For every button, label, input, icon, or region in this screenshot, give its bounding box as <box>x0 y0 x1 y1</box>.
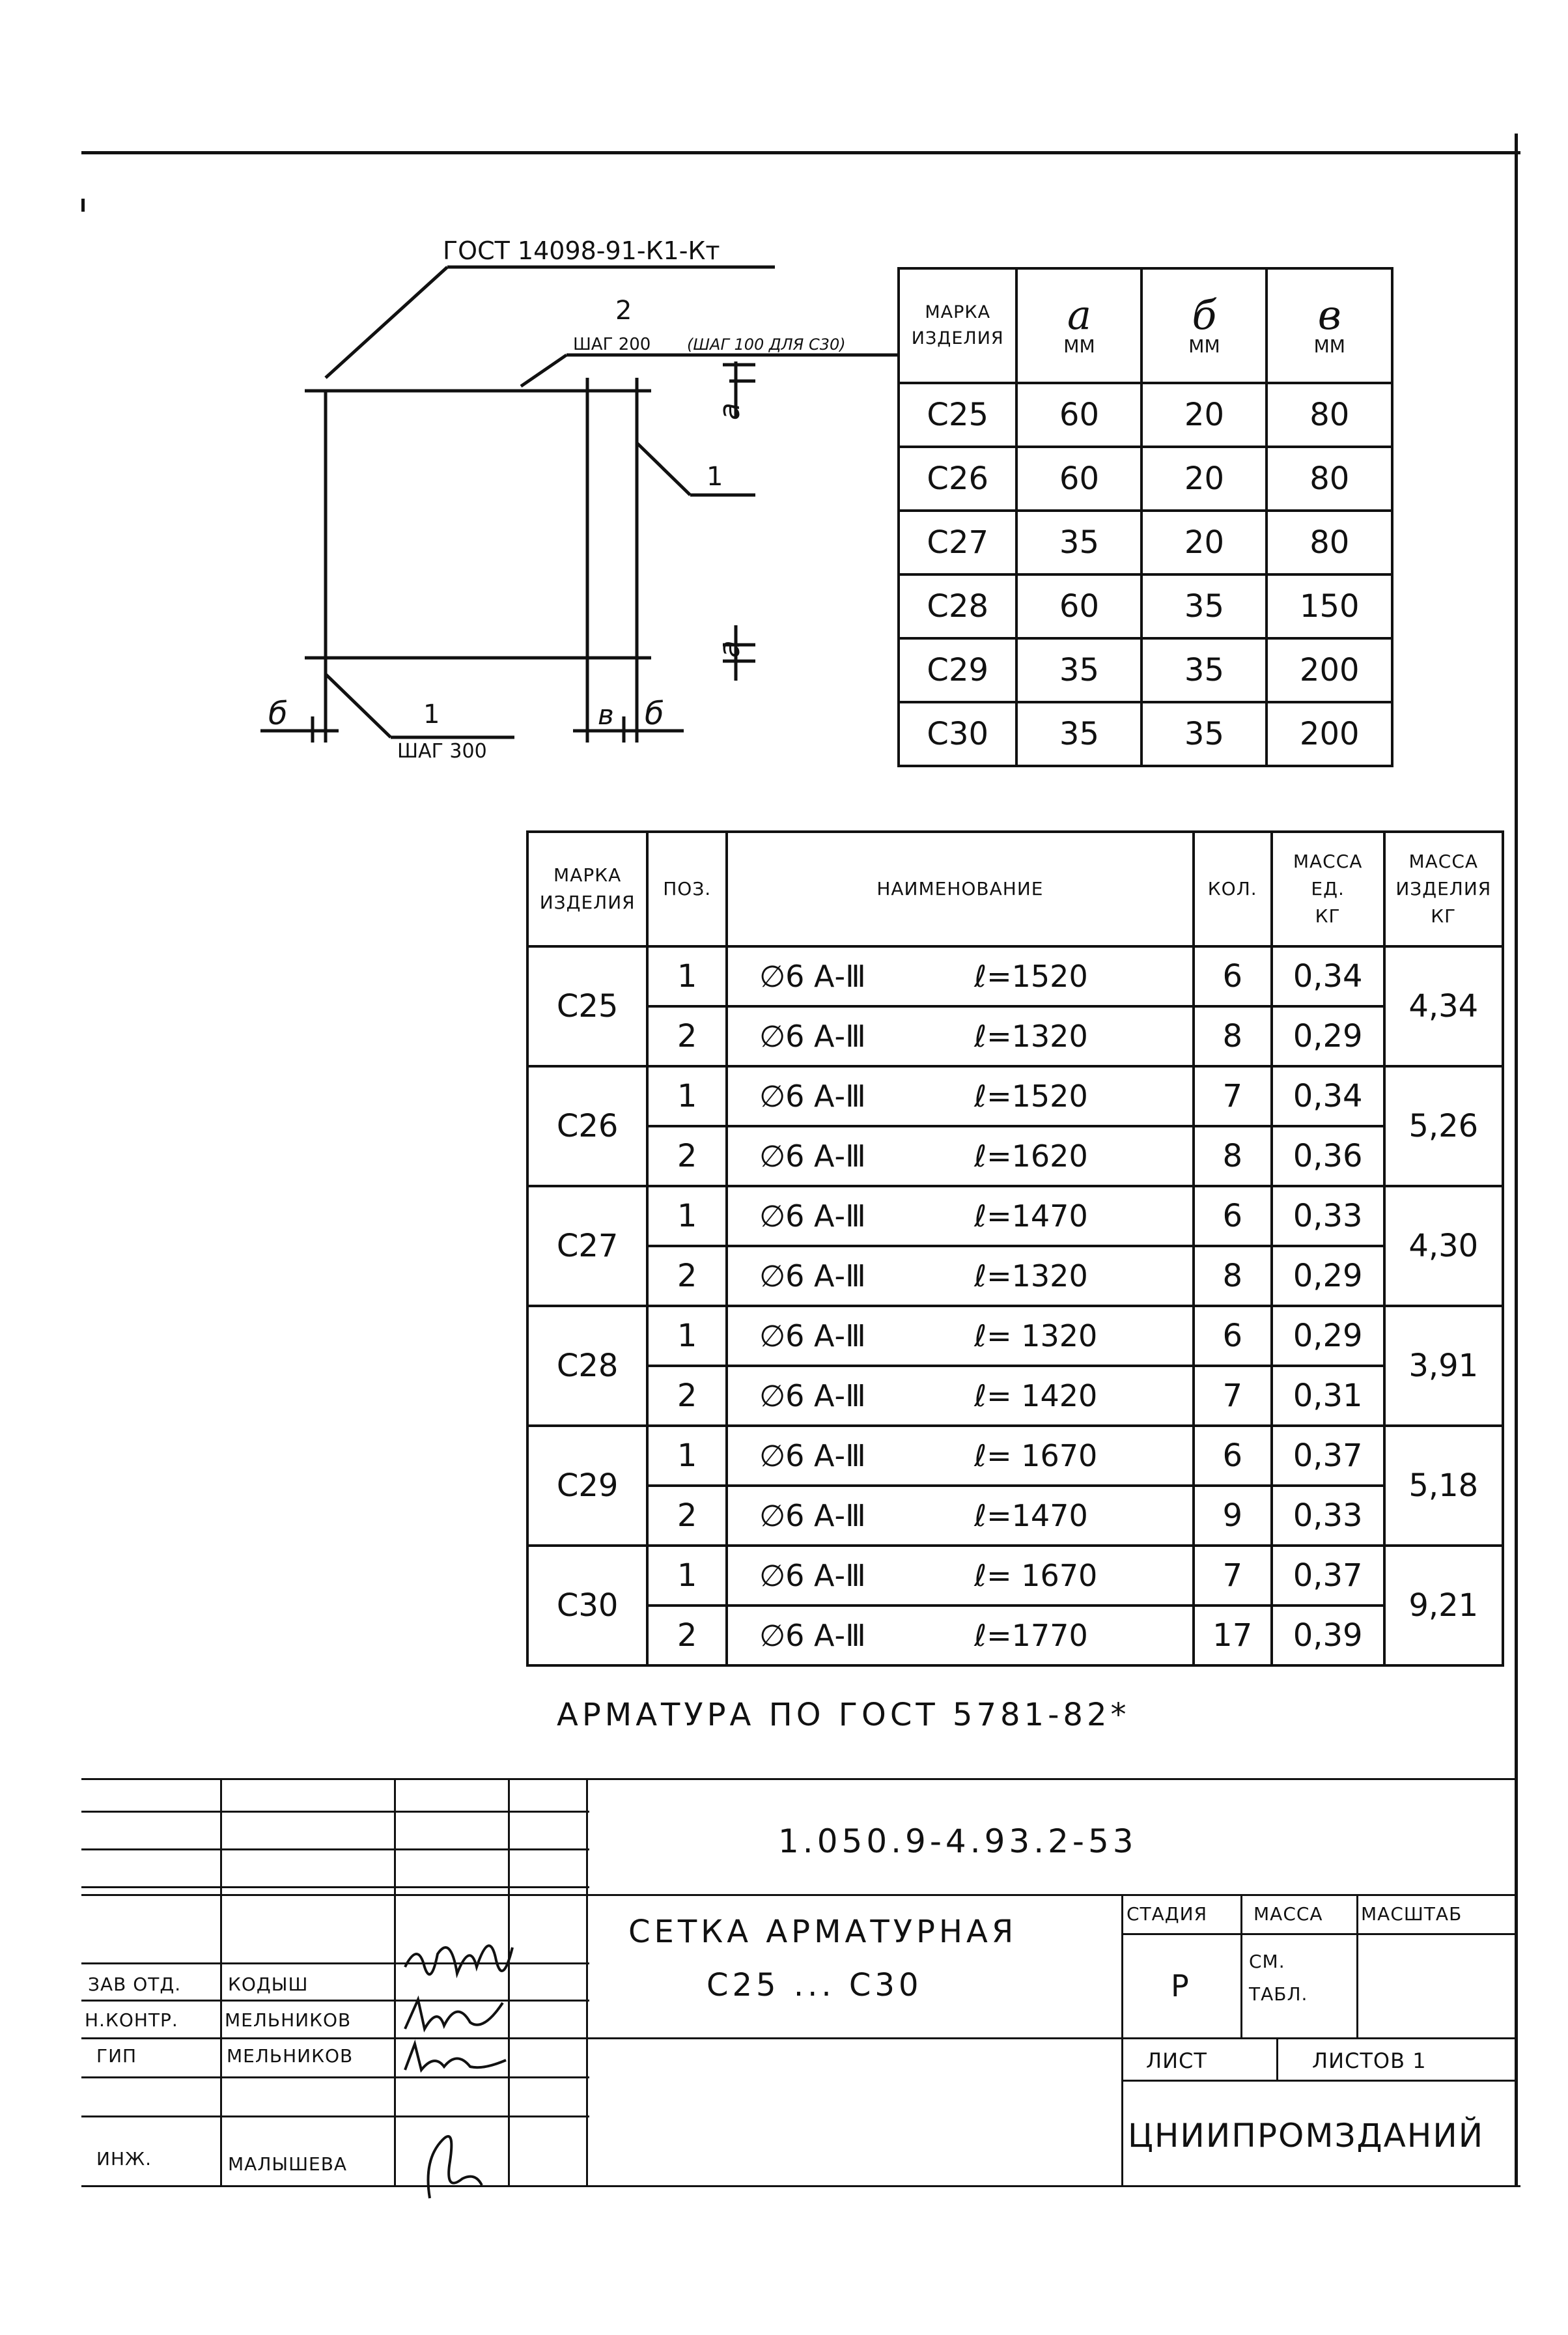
sheet-label: ЛИСТ <box>1146 2048 1207 2073</box>
specification-table <box>526 830 1504 1667</box>
staff-role-2: ГИП <box>96 2045 137 2067</box>
spec-row <box>527 1306 1503 1366</box>
spec-cell-qty: 6 <box>1194 946 1272 1006</box>
spec-bar-length: ℓ=1520 <box>974 1079 1088 1114</box>
dims-cell-b: 20 <box>1141 447 1267 511</box>
spec-cell-qty: 17 <box>1194 1606 1272 1665</box>
spec-row <box>527 1426 1503 1486</box>
staff-role-0: ЗАВ ОТД. <box>88 1974 182 1995</box>
dims-cell-b: 20 <box>1141 383 1267 447</box>
spec-bar-length: ℓ=1320 <box>974 1019 1088 1054</box>
spec-row <box>527 1066 1503 1126</box>
spec-bar-length: ℓ=1470 <box>974 1198 1088 1234</box>
spec-cell-mark: С26 <box>527 1066 647 1186</box>
mesh-drawing <box>228 221 899 782</box>
bar1-bottom-label: 1 <box>423 700 440 729</box>
spec-cell-unit-mass: 0,37 <box>1272 1426 1384 1486</box>
spec-bar-length: ℓ=1320 <box>974 1258 1088 1294</box>
dims-cell-v: 80 <box>1267 447 1392 511</box>
dimensions-table <box>897 267 1393 767</box>
spec-cell-qty: 7 <box>1194 1546 1272 1606</box>
dim-a-top: а <box>713 403 746 420</box>
spec-cell-pos: 1 <box>647 1066 727 1126</box>
spec-cell-pos: 2 <box>647 1366 727 1426</box>
spec-bar-length: ℓ= 1670 <box>974 1438 1098 1473</box>
spec-cell-unit-mass: 0,33 <box>1272 1486 1384 1546</box>
dims-header-b: б ММ <box>1141 268 1267 383</box>
staff-name-2: МЕЛЬНИКОВ <box>227 2045 354 2067</box>
dims-cell-v: 200 <box>1267 638 1392 702</box>
spec-cell-unit-mass: 0,29 <box>1272 1006 1384 1066</box>
spec-cell-name <box>727 1186 1194 1246</box>
spec-cell-unit-mass: 0,33 <box>1272 1186 1384 1246</box>
spec-bar-diameter: ∅6 А-Ⅲ <box>759 1079 866 1114</box>
spec-cell-name <box>727 1306 1194 1366</box>
spec-cell-qty: 6 <box>1194 1306 1272 1366</box>
dims-row <box>899 383 1392 447</box>
dims-header-a: а ММ <box>1016 268 1141 383</box>
mass-value-line1: СМ. <box>1249 1951 1285 1972</box>
dim-b-left: б <box>268 696 288 732</box>
spec-bar-diameter: ∅6 А-Ⅲ <box>759 1618 866 1653</box>
signature-1 <box>399 1993 509 2039</box>
dims-cell-mark: С28 <box>899 574 1016 638</box>
spec-bar-length: ℓ= 1670 <box>974 1558 1098 1593</box>
spec-cell-pos: 1 <box>647 1546 727 1606</box>
spec-row <box>527 1606 1503 1665</box>
frame-right <box>1515 134 1518 2185</box>
spec-cell-name <box>727 1126 1194 1186</box>
dim-b-right: б <box>645 696 664 732</box>
staff-name-3: МАЛЫШЕВА <box>228 2153 348 2175</box>
spec-cell-qty: 8 <box>1194 1006 1272 1066</box>
spec-cell-unit-mass: 0,29 <box>1272 1246 1384 1306</box>
spec-cell-unit-mass: 0,39 <box>1272 1606 1384 1665</box>
spec-cell-qty: 8 <box>1194 1246 1272 1306</box>
gost-label: ГОСТ 14098-91-К1-Кт <box>443 236 720 265</box>
frame-top <box>81 151 1520 154</box>
spec-bar-diameter: ∅6 А-Ⅲ <box>759 1198 866 1234</box>
spec-cell-pos: 1 <box>647 1186 727 1246</box>
bar1-step: ШАГ 300 <box>397 740 487 763</box>
dims-cell-a: 60 <box>1016 574 1141 638</box>
staff-role-3: ИНЖ. <box>96 2148 152 2170</box>
spec-cell-mark: С25 <box>527 946 647 1066</box>
dims-row <box>899 702 1392 766</box>
document-title-line1: СЕТКА АРМАТУРНАЯ <box>628 1914 1018 1950</box>
spec-row <box>527 1006 1503 1066</box>
dims-cell-a: 60 <box>1016 383 1141 447</box>
spec-cell-name <box>727 1246 1194 1306</box>
spec-bar-length: ℓ=1620 <box>974 1139 1088 1174</box>
document-code: 1.050.9-4.93.2-53 <box>778 1822 1138 1860</box>
spec-bar-diameter: ∅6 А-Ⅲ <box>759 1318 866 1353</box>
dims-cell-mark: С25 <box>899 383 1016 447</box>
spec-bar-length: ℓ=1470 <box>974 1498 1088 1533</box>
spec-cell-mark: С29 <box>527 1426 647 1546</box>
bar1-right-label: 1 <box>707 462 723 492</box>
spec-bar-length: ℓ=1520 <box>974 959 1088 994</box>
dims-cell-mark: С29 <box>899 638 1016 702</box>
spec-row <box>527 1186 1503 1246</box>
dims-cell-a: 35 <box>1016 702 1141 766</box>
dims-cell-v: 80 <box>1267 511 1392 574</box>
spec-row <box>527 1246 1503 1306</box>
spec-cell-pos: 2 <box>647 1606 727 1665</box>
organization-name: ЦНИИПРОМЗДАНИЙ <box>1128 2117 1485 2155</box>
mass-value-line2: ТАБЛ. <box>1249 1983 1308 2005</box>
spec-cell-qty: 6 <box>1194 1426 1272 1486</box>
stage-value: Р <box>1171 1968 1193 2003</box>
spec-header-qty: КОЛ. <box>1194 832 1272 946</box>
spec-cell-qty: 8 <box>1194 1126 1272 1186</box>
spec-cell-name <box>727 1606 1194 1665</box>
spec-cell-pos: 2 <box>647 1486 727 1546</box>
spec-cell-mark: С30 <box>527 1546 647 1665</box>
dims-cell-a: 60 <box>1016 447 1141 511</box>
spec-row <box>527 1486 1503 1546</box>
spec-cell-name <box>727 1366 1194 1426</box>
spec-cell-unit-mass: 0,34 <box>1272 946 1384 1006</box>
document-title-line2: С25 ... С30 <box>707 1967 923 2003</box>
spec-header-item-mass: МАССА ИЗДЕЛИЯ КГ <box>1384 832 1503 946</box>
signature-3 <box>417 2120 495 2205</box>
dims-cell-mark: С30 <box>899 702 1016 766</box>
spec-bar-diameter: ∅6 А-Ⅲ <box>759 1139 866 1174</box>
spec-cell-pos: 1 <box>647 1426 727 1486</box>
dims-cell-v: 200 <box>1267 702 1392 766</box>
dim-v: в <box>598 699 614 731</box>
spec-cell-name <box>727 1066 1194 1126</box>
spec-bar-diameter: ∅6 А-Ⅲ <box>759 1498 866 1533</box>
dims-cell-mark: С26 <box>899 447 1016 511</box>
spec-cell-item-mass: 3,91 <box>1384 1306 1503 1426</box>
dims-cell-b: 20 <box>1141 511 1267 574</box>
dims-cell-b: 35 <box>1141 574 1267 638</box>
spec-bar-length: ℓ= 1320 <box>974 1318 1098 1353</box>
spec-bar-length: ℓ=1770 <box>974 1618 1088 1653</box>
bar2-label: 2 <box>615 296 632 326</box>
dims-cell-a: 35 <box>1016 638 1141 702</box>
dims-row <box>899 638 1392 702</box>
spec-cell-name <box>727 1546 1194 1606</box>
spec-cell-pos: 2 <box>647 1126 727 1186</box>
spec-bar-diameter: ∅6 А-Ⅲ <box>759 1258 866 1294</box>
spec-cell-item-mass: 4,34 <box>1384 946 1503 1066</box>
spec-cell-name <box>727 1486 1194 1546</box>
spec-header-pos: ПОЗ. <box>647 832 727 946</box>
spec-row <box>527 1366 1503 1426</box>
spec-cell-item-mass: 4,30 <box>1384 1186 1503 1306</box>
dims-cell-mark: С27 <box>899 511 1016 574</box>
spec-bar-length: ℓ= 1420 <box>974 1378 1098 1413</box>
spec-row <box>527 1546 1503 1606</box>
sheets-label: ЛИСТОВ 1 <box>1312 2048 1427 2073</box>
spec-header-mark: МАРКА ИЗДЕЛИЯ <box>527 832 647 946</box>
scale-label: МАСШТАБ <box>1361 1903 1463 1925</box>
dim-a-bottom: а <box>713 640 746 658</box>
spec-cell-unit-mass: 0,34 <box>1272 1066 1384 1126</box>
spec-cell-item-mass: 5,26 <box>1384 1066 1503 1186</box>
stage-label: СТАДИЯ <box>1127 1903 1208 1925</box>
dims-cell-v: 150 <box>1267 574 1392 638</box>
spec-bar-diameter: ∅6 А-Ⅲ <box>759 959 866 994</box>
spec-header-unit-mass: МАССА ЕД. КГ <box>1272 832 1384 946</box>
spec-bar-diameter: ∅6 А-Ⅲ <box>759 1019 866 1054</box>
spec-cell-pos: 1 <box>647 946 727 1006</box>
spec-cell-qty: 6 <box>1194 1186 1272 1246</box>
spec-bar-diameter: ∅6 А-Ⅲ <box>759 1558 866 1593</box>
spec-cell-unit-mass: 0,31 <box>1272 1366 1384 1426</box>
spec-row <box>527 1126 1503 1186</box>
bar2-step-note: (ШАГ 100 ДЛЯ С30) <box>687 335 846 354</box>
spec-cell-pos: 2 <box>647 1006 727 1066</box>
staff-role-1: Н.КОНТР. <box>85 2009 178 2031</box>
staff-name-1: МЕЛЬНИКОВ <box>225 2009 352 2031</box>
spec-cell-name <box>727 946 1194 1006</box>
dims-row <box>899 574 1392 638</box>
signature-2 <box>399 2037 509 2076</box>
spec-cell-name <box>727 1426 1194 1486</box>
spec-cell-item-mass: 9,21 <box>1384 1546 1503 1665</box>
spec-cell-unit-mass: 0,37 <box>1272 1546 1384 1606</box>
spec-cell-mark: С28 <box>527 1306 647 1426</box>
spec-row <box>527 946 1503 1006</box>
dims-row <box>899 511 1392 574</box>
spec-cell-item-mass: 5,18 <box>1384 1426 1503 1546</box>
spec-bar-diameter: ∅6 А-Ⅲ <box>759 1438 866 1473</box>
dims-cell-v: 80 <box>1267 383 1392 447</box>
reinforcement-note: АРМАТУРА ПО ГОСТ 5781-82* <box>557 1697 1130 1733</box>
dims-cell-a: 35 <box>1016 511 1141 574</box>
dims-cell-b: 35 <box>1141 638 1267 702</box>
spec-cell-qty: 9 <box>1194 1486 1272 1546</box>
signature-0 <box>399 1928 516 2000</box>
spec-cell-mark: С27 <box>527 1186 647 1306</box>
spec-cell-qty: 7 <box>1194 1066 1272 1126</box>
spec-bar-diameter: ∅6 А-Ⅲ <box>759 1378 866 1413</box>
dims-cell-b: 35 <box>1141 702 1267 766</box>
dims-header-v: в ММ <box>1267 268 1392 383</box>
spec-cell-unit-mass: 0,29 <box>1272 1306 1384 1366</box>
mass-label: МАССА <box>1253 1903 1323 1925</box>
staff-name-0: КОДЫШ <box>228 1974 309 1995</box>
spec-cell-qty: 7 <box>1194 1366 1272 1426</box>
dims-header-mark: МАРКА ИЗДЕЛИЯ <box>899 268 1016 383</box>
dims-row <box>899 447 1392 511</box>
spec-cell-unit-mass: 0,36 <box>1272 1126 1384 1186</box>
frame-left <box>81 199 85 212</box>
spec-header-name: НАИМЕНОВАНИЕ <box>727 832 1194 946</box>
bar2-step: ШАГ 200 <box>573 335 651 354</box>
spec-cell-pos: 1 <box>647 1306 727 1366</box>
spec-cell-pos: 2 <box>647 1246 727 1306</box>
spec-cell-name <box>727 1006 1194 1066</box>
